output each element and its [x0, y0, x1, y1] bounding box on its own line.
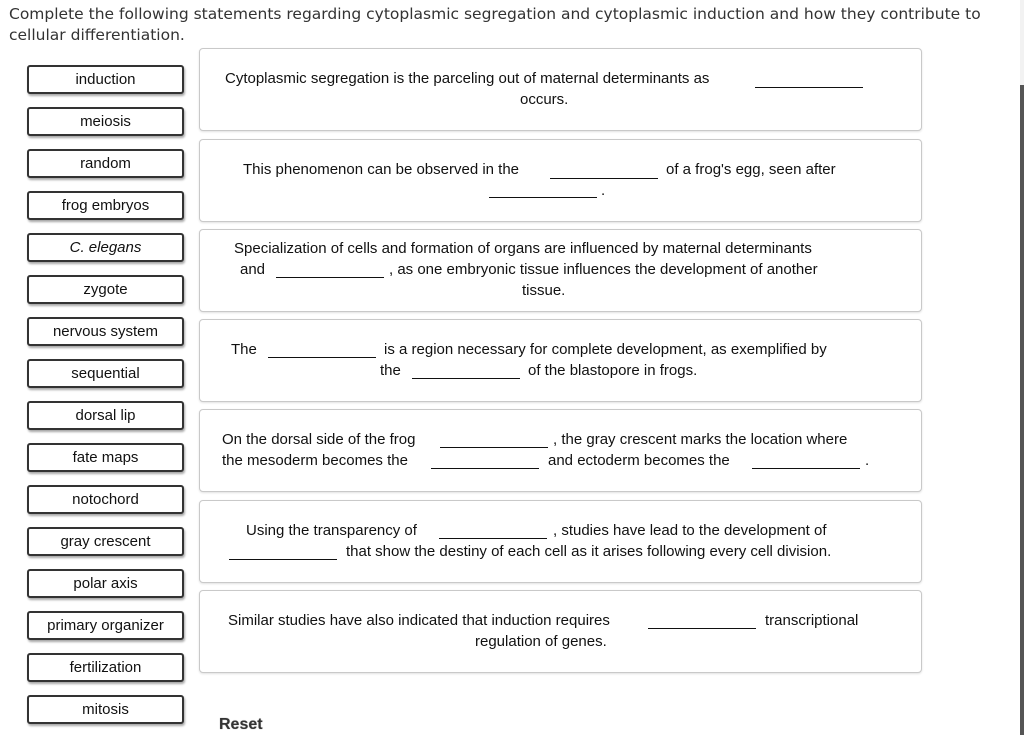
statement-3 [199, 229, 922, 312]
drop-blank-9[interactable] [752, 451, 860, 471]
statement-3-text-d: tissue. [522, 282, 566, 299]
term-gray-crescent[interactable]: gray crescent [27, 527, 184, 556]
statement-1 [199, 48, 922, 131]
statement-3-text-c: , as one embryonic tissue influences the development of another [389, 261, 818, 278]
term-zygote[interactable]: zygote [27, 275, 184, 304]
instructions-line-2: cellular differentiation. [9, 26, 185, 44]
term-fertilization[interactable]: fertilization [27, 653, 184, 682]
drop-blank-2[interactable] [550, 160, 658, 180]
statement-2-text-b: of a frog's egg, seen after [666, 161, 836, 178]
drop-blank-3[interactable] [489, 181, 597, 201]
statement-7 [199, 590, 922, 673]
statement-5-text-c: the mesoderm becomes the [222, 452, 408, 469]
statement-4-text-a: The [231, 341, 257, 358]
statement-7-text-c: regulation of genes. [475, 633, 607, 650]
statement-4-text-d: of the blastopore in frogs. [528, 362, 698, 379]
drop-blank-10[interactable] [439, 521, 547, 541]
statement-7-text-b: transcriptional [765, 612, 859, 629]
drop-blank-8[interactable] [431, 451, 539, 471]
drop-blank-1[interactable] [755, 69, 863, 89]
statement-4-text-b: is a region necessary for complete development, as exemplified by [384, 341, 827, 358]
drop-blank-11[interactable] [229, 542, 337, 562]
statement-1-text-b: occurs. [520, 91, 569, 108]
statement-5-text-d: and ectoderm becomes the [548, 452, 730, 469]
term-random[interactable]: random [27, 149, 184, 178]
statement-2-text-a: This phenomenon can be observed in the [243, 161, 520, 178]
statement-4 [199, 319, 922, 402]
drop-blank-6[interactable] [412, 361, 520, 381]
term-frog-embryos[interactable]: frog embryos [27, 191, 184, 220]
statement-6-text-a: Using the transparency of [246, 522, 417, 539]
term-meiosis[interactable]: meiosis [27, 107, 184, 136]
term-nervous-system[interactable]: nervous system [27, 317, 184, 346]
term-mitosis[interactable]: mitosis [27, 695, 184, 724]
drop-blank-4[interactable] [276, 260, 384, 280]
term-dorsal-lip[interactable]: dorsal lip [27, 401, 184, 430]
drop-blank-7[interactable] [440, 430, 548, 450]
statement-5-text-a: On the dorsal side of the frog [222, 431, 416, 448]
term-polar-axis[interactable]: polar axis [27, 569, 184, 598]
term-sequential[interactable]: sequential [27, 359, 184, 388]
drop-blank-12[interactable] [648, 611, 756, 631]
term-c-elegans[interactable]: C. elegans [27, 233, 184, 262]
instructions [9, 4, 1019, 46]
reset-button[interactable]: Reset [219, 716, 263, 733]
term-notochord[interactable]: notochord [27, 485, 184, 514]
statement-7-text-a: Similar studies have also indicated that induction requires [228, 612, 610, 629]
statement-5-text-b: , the gray crescent marks the location where [553, 431, 848, 448]
statement-1-text-a: Cytoplasmic segregation is the parceling out of maternal determinants as [225, 70, 710, 87]
statement-2-text-c: . [601, 182, 606, 199]
statement-6-text-b: , studies have lead to the development of [553, 522, 827, 539]
statement-2 [199, 139, 922, 222]
scrollbar-thumb[interactable] [1020, 85, 1024, 735]
statement-4-text-c: the [380, 362, 401, 379]
term-induction[interactable]: induction [27, 65, 184, 94]
drop-blank-5[interactable] [268, 340, 376, 360]
statement-6 [199, 500, 922, 583]
statement-6-text-c: that show the destiny of each cell as it arises following every cell division. [346, 543, 832, 560]
statement-3-text-b: and [240, 261, 266, 278]
statement-5 [199, 409, 922, 492]
statement-5-text-e: . [865, 452, 870, 469]
term-primary-organizer[interactable]: primary organizer [27, 611, 184, 640]
term-fate-maps[interactable]: fate maps [27, 443, 184, 472]
statement-3-text-a: Specialization of cells and formation of organs are influenced by maternal determinants [234, 240, 812, 257]
instructions-line-1: Complete the following statements regarding cytoplasmic segregation and cytoplasmic induction and how they contribute to [9, 5, 981, 23]
